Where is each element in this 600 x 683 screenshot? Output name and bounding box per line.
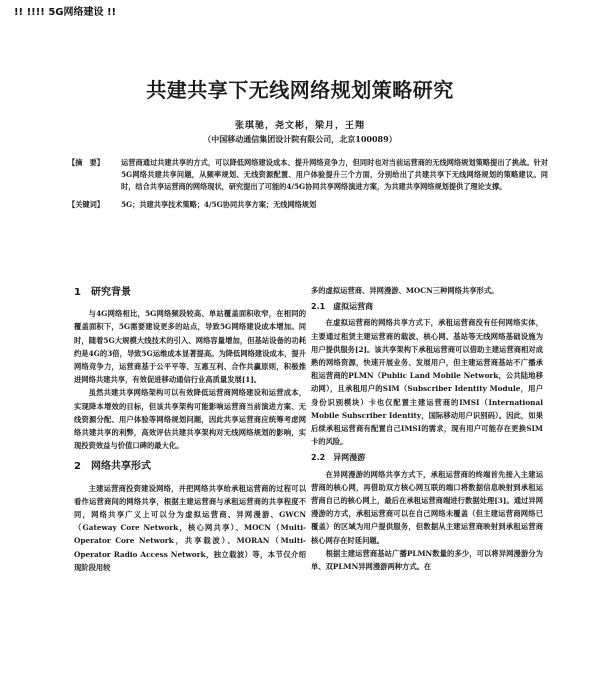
section-2-2-heading: 2.2 异网漫游	[311, 453, 366, 463]
section-2-2-paragraph-1: 在异网漫游的网络共享方式下，承租运营商的终端首先接入主建运营商的核心网，再借助双方核心网互联的端口将数据信息映射到承租运营商自己的核心网上，最后在承租运营商端进行数据处理[3]。通过异网漫游的方式，承租运营商可以在自己网络未覆盖（但主建运营商网络已覆盖）的区域为用户提供服务，但数据从主建运营商映射到承租运营商核心网存在时延问题。	[311, 469, 543, 545]
left-column	[74, 286, 306, 574]
authors: 张琪驰，尧文彬，梁月，王翔	[234, 121, 365, 131]
section-2-2-paragraph-2: 根据主建运营商基站广播PLMN数量的多少，可以将异网漫游分为单、双PLMN异网漫游两种方式。在	[311, 548, 543, 572]
section-1-heading: 1 研究背景	[74, 287, 131, 298]
abstract-block	[68, 157, 548, 211]
keywords-text: 5G；共建共享技术策略；4/5G协同共享方案；无线网络规划	[121, 199, 317, 209]
section-2-paragraph-1-continued: 多的虚拟运营商、异网漫游、MOCN三种网络共享形式。	[311, 286, 499, 295]
section-1-paragraph-1: 与4G网络相比，5G网络频段较高、单站覆盖面积收窄，在相同的覆盖面积下，5G需要建设更多的站点，导致5G网络建设成本增加。同时，随着5G大规模大线技术的引入、网络容量增加，但基站设备的功耗约是4G的3倍，导致5G运维成本显著提高。为降低网络建设成本，提升网络竞争力，运营商基于公平平等、互惠互利、合作共赢原则，积极推进网络共建共享，有效促进移动通信行业高质量发展[1]。	[74, 309, 307, 385]
running-header: !! !!!! 5G网络建设 !!	[14, 7, 117, 18]
keywords	[68, 199, 548, 211]
section-2-heading: 2 网络共享形式	[74, 461, 151, 473]
section-2-1-heading: 2.1 虚拟运营商	[311, 302, 374, 312]
keywords-label: 【关键词】	[68, 199, 104, 209]
affiliation: （中国移动通信集团设计院有限公司，北京100089）	[203, 134, 397, 144]
section-2-1-paragraph-1: 在虚拟运营商的网络共享方式下，承租运营商没有任何网络实体，主要通过租赁主建运营商的载波、核心网、基站等无线网络基础设施为用户提供服务[2]。该共享架构下承租运营商可以借助主建运营商相对成熟的网络资源，快速开展业务、发展用户，但主建运营商基站不广播承租运营商的PLMN（Public Land Mobile Network，公共陆地移动网），且承租用户的SIM（Subscriber Identity Module，用户身份识别模块）卡也仅配置主建运营商的IMSI（International Mobile Subscriber Identity，国际移动用户识别码）。因此，如果后续承租运营商有配置自己IMSI的需求，现有用户可能存在更换SIM卡的风险。	[311, 318, 543, 447]
right-column	[311, 284, 543, 573]
abstract	[68, 157, 548, 194]
section-2-paragraph-1: 主建运营商投资建设网络，并把网络共享给承租运营商的过程可以看作运营商间的网络共享，根据主建运营商与承租运营商的共享程度不同，网络共享广义上可以分为虚拟运营商、异网漫游、GWCN（Gateway Core Network，核心网共享）、MOCN（Multi-Operator Core Network，共享载波）、MORAN（Multi-Operator Radio Access Network，独立载波）等，本节仅介绍现阶段用较	[74, 483, 306, 572]
abstract-label: 【摘 要】	[68, 158, 104, 167]
section-1-paragraph-2: 虽然共建共享网络架构可以有效降低运营商网络建设和运营成本，实现降本增效的目标，但该共享架构可能影响运营商当前演进方案、无线资源分配、用户体验等网络规划问题，因此共享运营商应统筹考虑网络共建共享的利弊，高效评估共建共享架构对无线网络规划的影响，实现投资效益与价值口碑的最大化。	[74, 388, 306, 451]
abstract-text: 运营商通过共建共享的方式，可以降低网络建设成本、提升网络竞争力，但同时也对当前运营商的无线网络规划策略提出了挑战。针对5G网络共建共享问题，从频率规划、无线资源配置、用户体验提升三个方面，分别给出了共建共享下无线网络规划的策略建议。同时，结合共享运营商的网络现状，研究提出了可能的4/5G协同共享网络演进方案，为共建共享网络规划提供了理论支撑。	[121, 158, 548, 192]
paper-title: 共建共享下无线网络规划策略研究	[146, 78, 454, 102]
